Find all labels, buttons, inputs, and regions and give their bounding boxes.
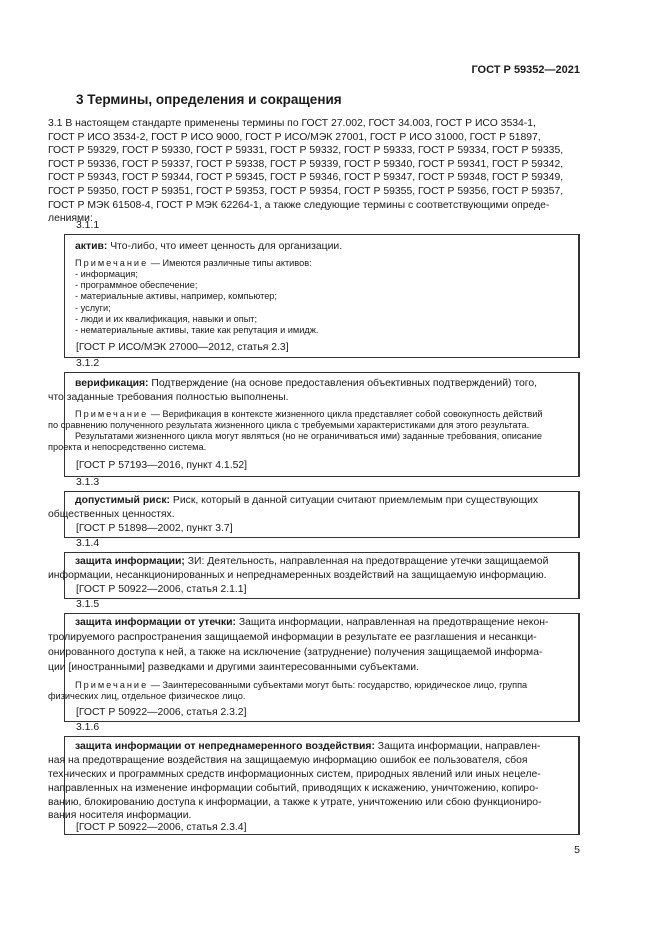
note-line: - программное обеспечение;	[75, 280, 198, 290]
note-line: физических лиц, отдельное физическое лицо.	[48, 691, 246, 701]
term-definition	[75, 616, 607, 630]
term-def-line: информации, несанкционированных и непреднамеренных воздействий на защищаемую информацию.	[48, 570, 547, 581]
note-label: Примечание	[75, 680, 149, 690]
note-line: Результатами жизненного цикла могут являться (но не ограничиваться ими) заданные требования, описание	[75, 431, 542, 441]
term-def: ЗИ: Деятельность, направленная на предотвращение утечки защищаемой	[184, 556, 549, 567]
term-definition	[75, 377, 607, 391]
term-definition	[75, 740, 607, 754]
term-source: [ГОСТ Р 57193—2016, пункт 4.1.52]	[76, 460, 248, 471]
intro-line: ГОСТ Р 59329, ГОСТ Р 59330, ГОСТ Р 59331, ГОСТ Р 59332, ГОСТ Р 59333, ГОСТ Р 59334, ГОСТ Р 59335,	[48, 145, 564, 157]
term-note	[75, 680, 607, 691]
term-box-3-1-5	[48, 613, 580, 721]
intro-line: ГОСТ Р 59336, ГОСТ Р 59337, ГОСТ Р 59338, ГОСТ Р 59339, ГОСТ Р 59340, ГОСТ Р 59341, ГОСТ Р 59342,	[48, 158, 564, 170]
term-box-3-1-3	[48, 491, 580, 537]
note-line: - нематериальные активы, такие как репутация и имидж.	[75, 325, 319, 335]
term-def-line: онированного доступа к ней, а также на исключение (затруднение) получения защищаемой информа-	[48, 647, 543, 658]
term-def-line: вания носителя информации.	[48, 810, 192, 821]
term-number: 3.1.2	[76, 358, 100, 369]
term-def: Защита информации, направлен-	[374, 741, 541, 752]
term-def-line: тролируемого распространения защищаемой информации в результате ее разглашения и несанкци-	[48, 632, 537, 643]
term-def: Риск, который в данной ситуации считают приемлемым при существующих	[170, 495, 539, 506]
note-line: — Заинтересованными субъектами могут быть: государство, юридическое лицо, группа	[148, 680, 528, 690]
term-def-line: технических и программных средств информационных систем, природных явлений или иных нецеле-	[48, 769, 541, 780]
note-line: - услуги;	[75, 303, 111, 313]
term-number: 3.1.4	[76, 538, 100, 549]
term-name: защита информации;	[75, 556, 185, 567]
term-def: Подтверждение (на основе предоставления объективных подтверждений) того,	[148, 378, 538, 389]
term-def-line: ции [иностранными] разведками и другими заинтересованными субъектами.	[48, 662, 419, 673]
term-box-3-1-2	[48, 372, 580, 476]
term-source: [ГОСТ Р ИСО/МЭК 27000—2012, статья 2.3]	[76, 342, 289, 353]
term-number: 3.1.6	[76, 722, 100, 733]
intro-line: 3.1 В настоящем стандарте применены термины по ГОСТ 27.002, ГОСТ 34.003, ГОСТ Р ИСО 3534-1,	[48, 118, 536, 129]
page-header-doc-code: ГОСТ Р 59352—2021	[471, 64, 580, 76]
term-number: 3.1.5	[76, 599, 100, 610]
term-box-3-1-4	[48, 552, 580, 598]
note-label: Примечание	[75, 409, 149, 419]
intro-line: ГОСТ Р 59350, ГОСТ Р 59351, ГОСТ Р 59353, ГОСТ Р 59354, ГОСТ Р 59355, ГОСТ Р 59356, ГОСТ Р 59357,	[48, 185, 564, 197]
term-definition	[75, 240, 607, 254]
term-def-line: направленных на изменение информации событий, приводящих к искажению, уничтожению, копиро-	[48, 783, 539, 794]
term-number: 3.1.1	[76, 220, 100, 231]
note-line: — Имеются различные типы активов:	[148, 258, 312, 268]
term-source: [ГОСТ Р 50922—2006, статья 2.3.4]	[76, 822, 247, 833]
page-number: 5	[574, 844, 580, 856]
term-name: защита информации от утечки:	[75, 617, 236, 628]
note-line: — Верификация в контексте жизненного цикла представляет собой совокупность действий	[148, 409, 543, 419]
term-box-3-1-1	[64, 234, 580, 357]
term-number: 3.1.3	[76, 477, 100, 488]
term-name: защита информации от непреднамеренного воздействия:	[75, 741, 375, 752]
term-source: [ГОСТ Р 50922—2006, статья 2.1.1]	[76, 584, 247, 595]
intro-line: лениями:	[48, 213, 93, 225]
note-line: проекта и непосредственно система.	[48, 442, 207, 452]
term-box-3-1-6	[48, 736, 580, 834]
term-def: Что-либо, что имеет ценность для организации.	[107, 241, 343, 252]
term-def-line: ная на предотвращение воздействия на защищаемую информацию ошибок ее пользователя, сбоя	[48, 755, 528, 766]
term-name: верификация:	[75, 378, 149, 389]
note-line: - люди и их квалификация, навыки и опыт;	[75, 314, 258, 324]
note-line: - материальные активы, например, компьютер;	[75, 291, 277, 301]
intro-line: ГОСТ Р МЭК 61508-4, ГОСТ Р МЭК 62264-1, а также следующие термины с соответствующими опреде-	[48, 199, 550, 211]
intro-line: ГОСТ Р ИСО 3534-2, ГОСТ Р ИСО 9000, ГОСТ Р ИСО/МЭК 27001, ГОСТ Р ИСО 31000, ГОСТ Р 51897,	[48, 131, 541, 143]
term-def-line: ванию, блокированию доступа к информации, а также к утрате, уничтожению или сбою функциониро-	[48, 797, 542, 808]
intro-paragraph	[48, 117, 582, 226]
term-name: допустимый риск:	[75, 495, 171, 506]
term-definition	[75, 494, 607, 508]
term-definition	[75, 555, 607, 569]
term-def-line: общественных ценностях.	[48, 509, 175, 520]
term-def-line: что заданные требования полностью выполнены.	[48, 392, 289, 403]
note-label: Примечание	[75, 258, 149, 268]
term-note	[75, 409, 607, 420]
section-title: 3 Термины, определения и сокращения	[76, 92, 342, 107]
note-line: - информация;	[75, 269, 138, 279]
intro-line: ГОСТ Р 59343, ГОСТ Р 59344, ГОСТ Р 59345, ГОСТ Р 59346, ГОСТ Р 59347, ГОСТ Р 59348, ГОСТ Р 59349,	[48, 172, 564, 184]
term-note	[75, 258, 607, 269]
term-def: Защита информации, направленная на предотвращение некон-	[235, 617, 549, 628]
note-line: по сравнению полученного результата жизненного цикла с требуемыми характеристиками для этого результата.	[48, 420, 530, 430]
term-source: [ГОСТ Р 51898—2002, пункт 3.7]	[76, 523, 233, 534]
term-source: [ГОСТ Р 50922—2006, статья 2.3.2]	[76, 707, 247, 718]
term-name: актив:	[75, 241, 108, 252]
